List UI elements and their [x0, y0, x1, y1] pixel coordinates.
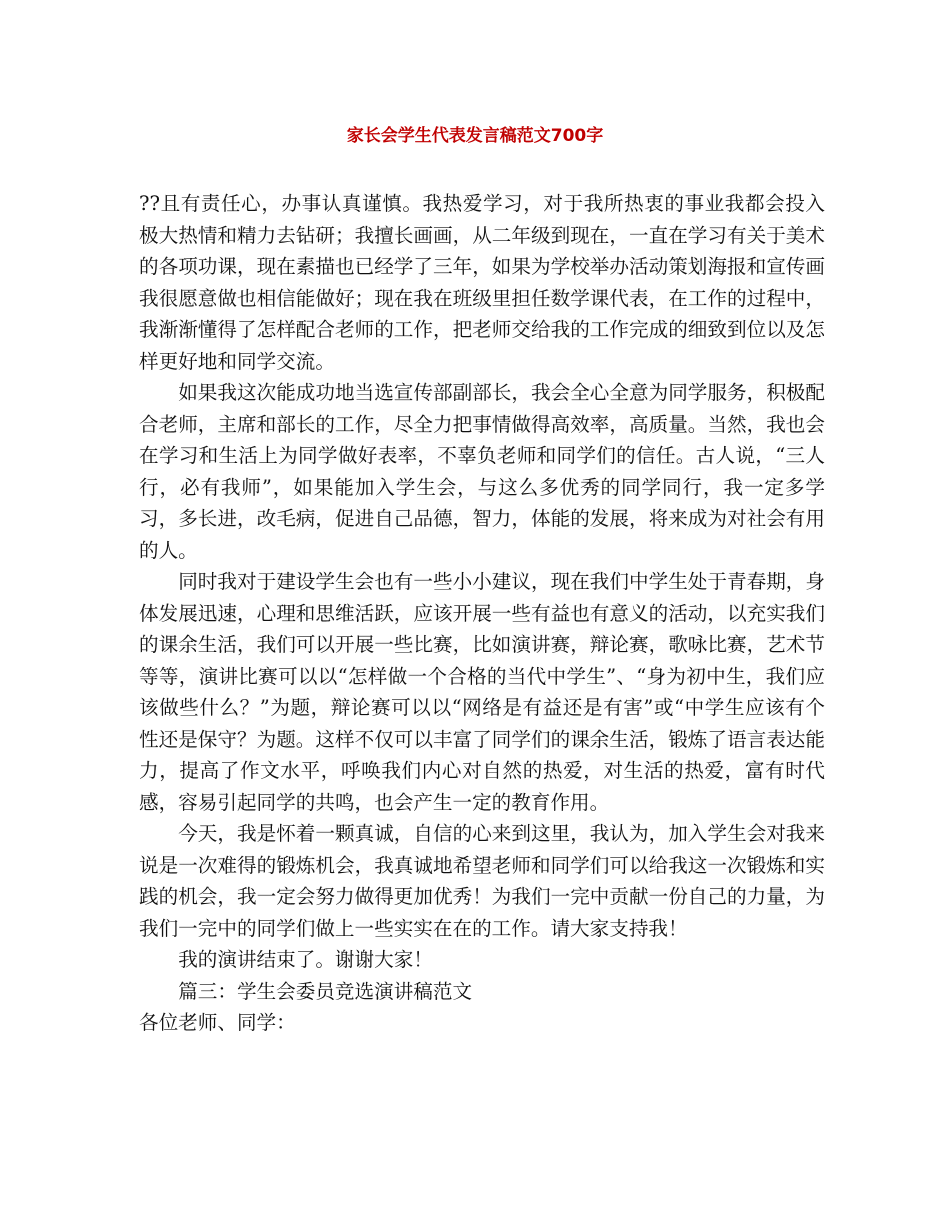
document-title: 家长会学生代表发言稿范文700字 — [346, 126, 604, 146]
paragraph-3: 同时我对于建设学生会也有一些小小建议，现在我们中学生处于青春期，身体发展迅速，心理和思维活跃，应该开展一些有益也有意义的活动，以充实我们的课余生活，我们可以开展一些比赛，比如演讲赛，辩论赛，歌咏比赛，艺术节等等，演讲比赛可以以“怎样做一个合格的当代中学生”、“身为初中生，我们应该做些什么？”为题，辩论赛可以以“网络是有益还是有害”或“中学生应该有个性还是保守？为题。这样不仅可以丰富了同学们的课余生活，锻炼了语言表达能力，提高了作文水平，呼唤我们内心对自然的热爱，对生活的热爱，富有时代感，容易引起同学的共鸣，也会产生一定的教育作用。 — [139, 570, 825, 814]
salutation: 各位老师、同学： — [139, 1011, 296, 1034]
paragraph-4: 今天，我是怀着一颗真诚，自信的心来到这里，我认为，加入学生会对我来说是一次难得的锻炼机会，我真诚地希望老师和同学们可以给我这一次锻炼和实践的机会，我一定会努力做得更加优秀！为我们一完中贡献一份自己的力量，为我们一完中的同学们做上一些实实在在的工作。请大家支持我！ — [139, 822, 825, 940]
document-body — [139, 188, 825, 1039]
paragraph-1: ??且有责任心，办事认真谨慎。我热爱学习，对于我所热衷的事业我都会投入极大热情和精力去钻研；我擅长画画，从二年级到现在，一直在学习有关于美术的各项功课，现在素描也已经学了三年，如果为学校举办活动策划海报和宣传画我很愿意做也相信能做好；现在我在班级里担任数学课代表，在工作的过程中，我渐渐懂得了怎样配合老师的工作，把老师交给我的工作完成的细致到位以及怎样更好地和同学交流。 — [139, 192, 825, 373]
paragraph-2: 如果我这次能成功地当选宣传部副部长，我会全心全意为同学服务，积极配合老师，主席和部长的工作，尽全力把事情做得高效率，高质量。当然，我也会在学习和生活上为同学做好表率，不辜负老师和同学们的信任。古人说，“三人行，必有我师”，如果能加入学生会，与这么多优秀的同学同行，我一定多学习，多长进，改毛病，促进自己品德，智力，体能的发展，将来成为对社会有用的人。 — [139, 381, 825, 562]
paragraph-5: 我的演讲结束了。谢谢大家！ — [178, 948, 433, 971]
section-heading: 篇三：学生会委员竞选演讲稿范文 — [178, 979, 473, 1003]
